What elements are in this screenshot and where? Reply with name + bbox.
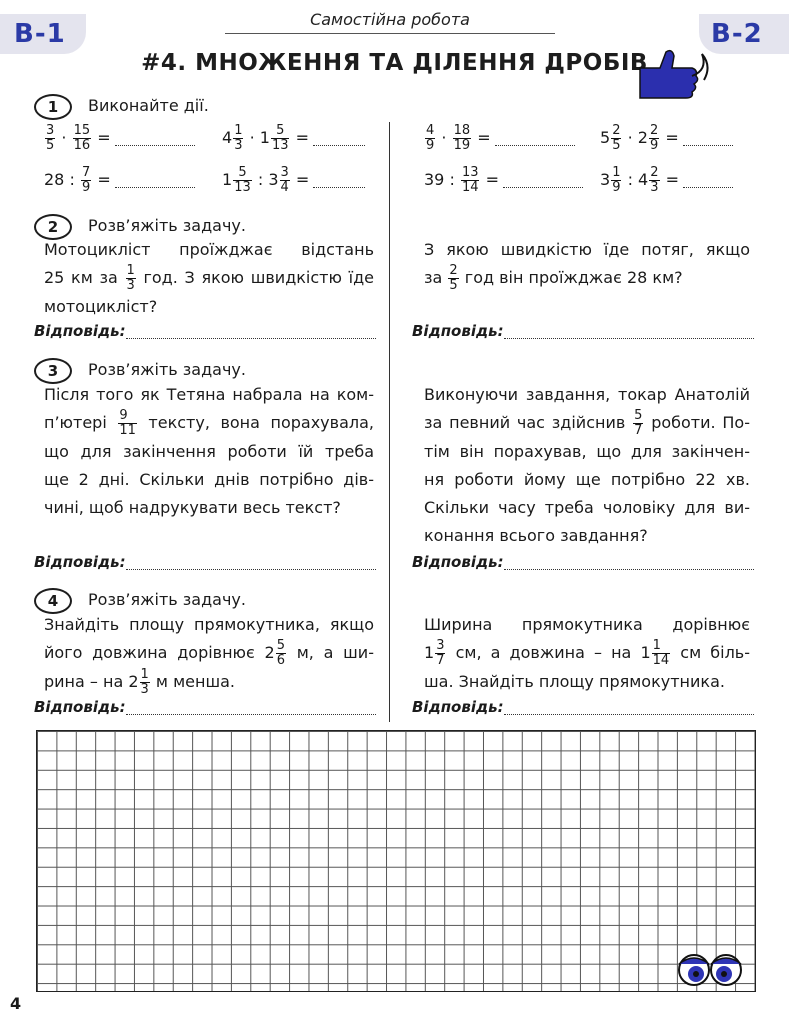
subtitle: Самостійна робота [310, 10, 470, 29]
answer-label: Відповідь: [34, 553, 126, 571]
task-3-title: Розв’яжіть задачу. [88, 360, 246, 379]
t1-left-expr-4: 1 $\frac{5}{13}$ : 3 $\frac{3}{4}$ = [222, 166, 365, 195]
t1-left-expr-2: 4 $\frac{1}{3}$ · 1 $\frac{5}{13}$ = [222, 124, 365, 153]
task-4-right-text: Ширина прямокутника дорівнює 1 $\frac{3}{7}$ см, а довжина – на 1 $\frac{1}{14}$ см біль- ша. Знайдіть площу прямокутника. [424, 615, 751, 691]
grid-work-area[interactable] [36, 730, 756, 992]
t1-left-expr-3: 28 : $\frac{7}{9}$ = [44, 166, 195, 195]
eyes-mascot-icon [676, 950, 746, 990]
answer-label: Відповідь: [34, 322, 126, 340]
variant-1-tab: В-1 [0, 14, 86, 54]
answer-blank[interactable] [115, 131, 195, 146]
answer-line[interactable] [126, 714, 376, 715]
task-4-left-text: Знайдіть площу прямокутника, якщо його довжина дорівнює 2 $\frac{5}{6}$ м, а ши- рина – на 2 $\frac{1}{3}$ м менша. [44, 615, 374, 697]
t1-right-expr-3: 39 : $\frac{13}{14}$ = [424, 166, 583, 195]
t1-right-expr-1: $\frac{4}{9}$ · $\frac{18}{19}$ = [424, 124, 575, 153]
subtitle-underline [225, 33, 555, 34]
answer-label: Відповідь: [34, 698, 126, 716]
answer-label: Відповідь: [412, 698, 504, 716]
task-2-right-text: З якою швидкістю їде потяг, якщо за $\frac{2}{5}$ год він проїжджає 28 км? [424, 240, 750, 293]
task-number-2: 2 [34, 214, 72, 240]
answer-blank[interactable] [313, 131, 365, 146]
task-4-title: Розв’яжіть задачу. [88, 590, 246, 609]
answer-blank[interactable] [503, 173, 583, 188]
task-number-1: 1 [34, 94, 72, 120]
answer-line[interactable] [504, 714, 754, 715]
answer-line[interactable] [504, 338, 754, 339]
answer-blank[interactable] [115, 173, 195, 188]
variant-2-tab: В-2 [699, 14, 789, 54]
answer-line[interactable] [126, 338, 376, 339]
answer-blank[interactable] [683, 173, 733, 188]
answer-blank[interactable] [495, 131, 575, 146]
page-title: #4. МНОЖЕННЯ ТА ДІЛЕННЯ ДРОБІВ [141, 50, 648, 76]
answer-line[interactable] [504, 569, 754, 570]
t1-left-expr-1: $\frac{3}{5}$ · $\frac{15}{16}$ = [44, 124, 195, 153]
answer-label: Відповідь: [412, 322, 504, 340]
t1-right-expr-4: 3 $\frac{1}{9}$ : 4 $\frac{2}{3}$ = [600, 166, 733, 195]
task-2-title: Розв’яжіть задачу. [88, 216, 246, 235]
page-number: 4 [10, 994, 22, 1013]
column-divider [389, 122, 390, 722]
answer-line[interactable] [126, 569, 376, 570]
task-1-title: Виконайте дії. [88, 96, 209, 115]
task-number-3: 3 [34, 358, 72, 384]
thumbs-up-icon [632, 46, 712, 106]
t1-right-expr-2: 5 $\frac{2}{5}$ · 2 $\frac{2}{9}$ = [600, 124, 733, 153]
answer-label: Відповідь: [412, 553, 504, 571]
answer-blank[interactable] [313, 173, 365, 188]
answer-blank[interactable] [683, 131, 733, 146]
task-3-right-text: Виконуючи завдання, токар Анатолій за певний час здійснив $\frac{5}{7}$ роботи. По- тім він порахував, що для закінчен- ня роботи йому ще потрібно 22 хв. Скільки часу треба чоловіку для ви- конання всього завдання? [424, 385, 750, 545]
task-3-left-text: Після того як Тетяна набрала на ком- п’ютері $\frac{9}{11}$ тексту, вона порахувала, що для закінчення роботи їй треба ще 2 дні. Скільки днів потрібно дів- чині, щоб надрукувати весь текст? [44, 385, 374, 517]
task-2-left-text: Мотоцикліст проїжджає відстань 25 км за $\frac{1}{3}$ год. З якою швидкістю їде мотоцикліст? [44, 240, 374, 316]
task-number-4: 4 [34, 588, 72, 614]
